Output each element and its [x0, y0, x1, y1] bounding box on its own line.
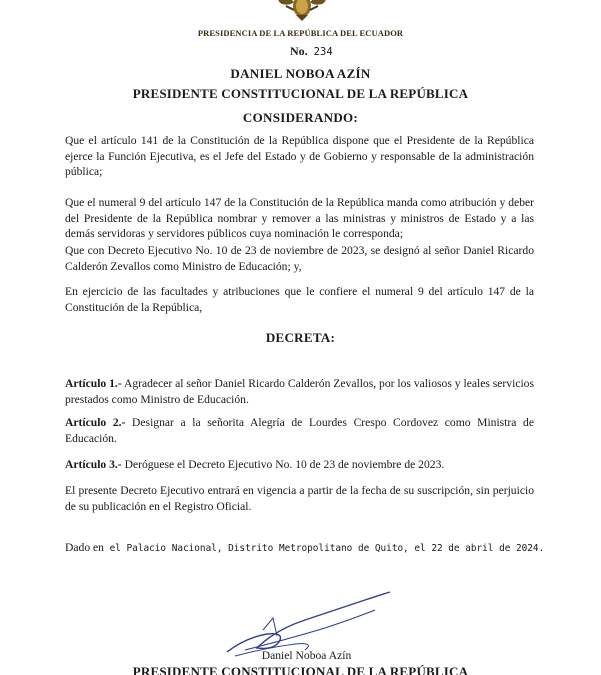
recital-paragraph: Que el artículo 141 de la Constitución de la República dispone que el Presidente de la República ejerce la Función Ejecutiva, es el Jefe del Estado y de Gobierno y responsable de la administración pública; — [65, 134, 534, 178]
coat-of-arms-seal-icon — [276, 0, 328, 22]
article-label: Artículo 3.- — [65, 458, 122, 471]
article-label: Artículo 1.- — [65, 377, 122, 390]
signer-title: PRESIDENTE CONSTITUCIONAL DE LA REPÚBLICA — [132, 664, 469, 675]
closing-paragraph: El presente Decreto Ejecutivo entrará en vigencia a partir de la fecha de su suscripción, sin perjuicio de su publicación en el Registro Oficial. — [65, 484, 534, 513]
given-at-line — [65, 541, 545, 554]
article-text: Designar a la señorita Alegría de Lourdes Crespo Cordovez como Ministra de Educación. — [65, 416, 535, 445]
considerando-heading: CONSIDERANDO: — [242, 110, 359, 125]
decreta-heading: DECRETA: — [265, 330, 336, 345]
president-title: PRESIDENTE CONSTITUCIONAL DE LA REPÚBLICA — [132, 86, 469, 101]
article-text: Agradecer al señor Daniel Ricardo Calderón Zevallos, por los valiosos y leales servicios prestados como Ministro de Educación. — [65, 377, 534, 406]
decree-number-value: 234 — [313, 46, 333, 58]
recital-paragraph: Que el numeral 9 del artículo 147 de la Constitución de la República manda como atribución y deber del Presidente de la República nombrar y remover a las ministras y ministros de Estado y a las demás servidoras y servidores públicos cuya nominación le corresponda; — [65, 196, 534, 240]
article-2 — [65, 415, 534, 446]
decree-number — [290, 44, 333, 59]
given-at-typed: el Palacio Nacional, Distrito Metropolitano de Quito, el 22 de abril de 2024. — [103, 543, 545, 554]
article-3 — [65, 457, 534, 473]
recital-paragraph: Que con Decreto Ejecutivo No. 10 de 23 de noviembre de 2023, se designó al señor Daniel Ricardo Calderón Zevallos como Ministro de Educación; y, — [65, 244, 534, 273]
recital-paragraph: En ejercicio de las facultades y atribuciones que le confiere el numeral 9 del artículo 147 de la Constitución de la República, — [65, 285, 534, 314]
article-label: Artículo 2.- — [65, 416, 126, 429]
signer-name: Daniel Noboa Azín — [261, 649, 352, 662]
issuing-office: PRESIDENCIA DE LA REPÚBLICA DEL ECUADOR — [197, 28, 404, 38]
article-text: Deróguese el Decreto Ejecutivo No. 10 de 23 de noviembre de 2023. — [121, 458, 445, 471]
given-at-lead: Dado en — [65, 541, 104, 554]
decree-number-label: No. — [290, 44, 308, 58]
article-1 — [65, 376, 534, 407]
president-name: DANIEL NOBOA AZÍN — [230, 66, 371, 81]
